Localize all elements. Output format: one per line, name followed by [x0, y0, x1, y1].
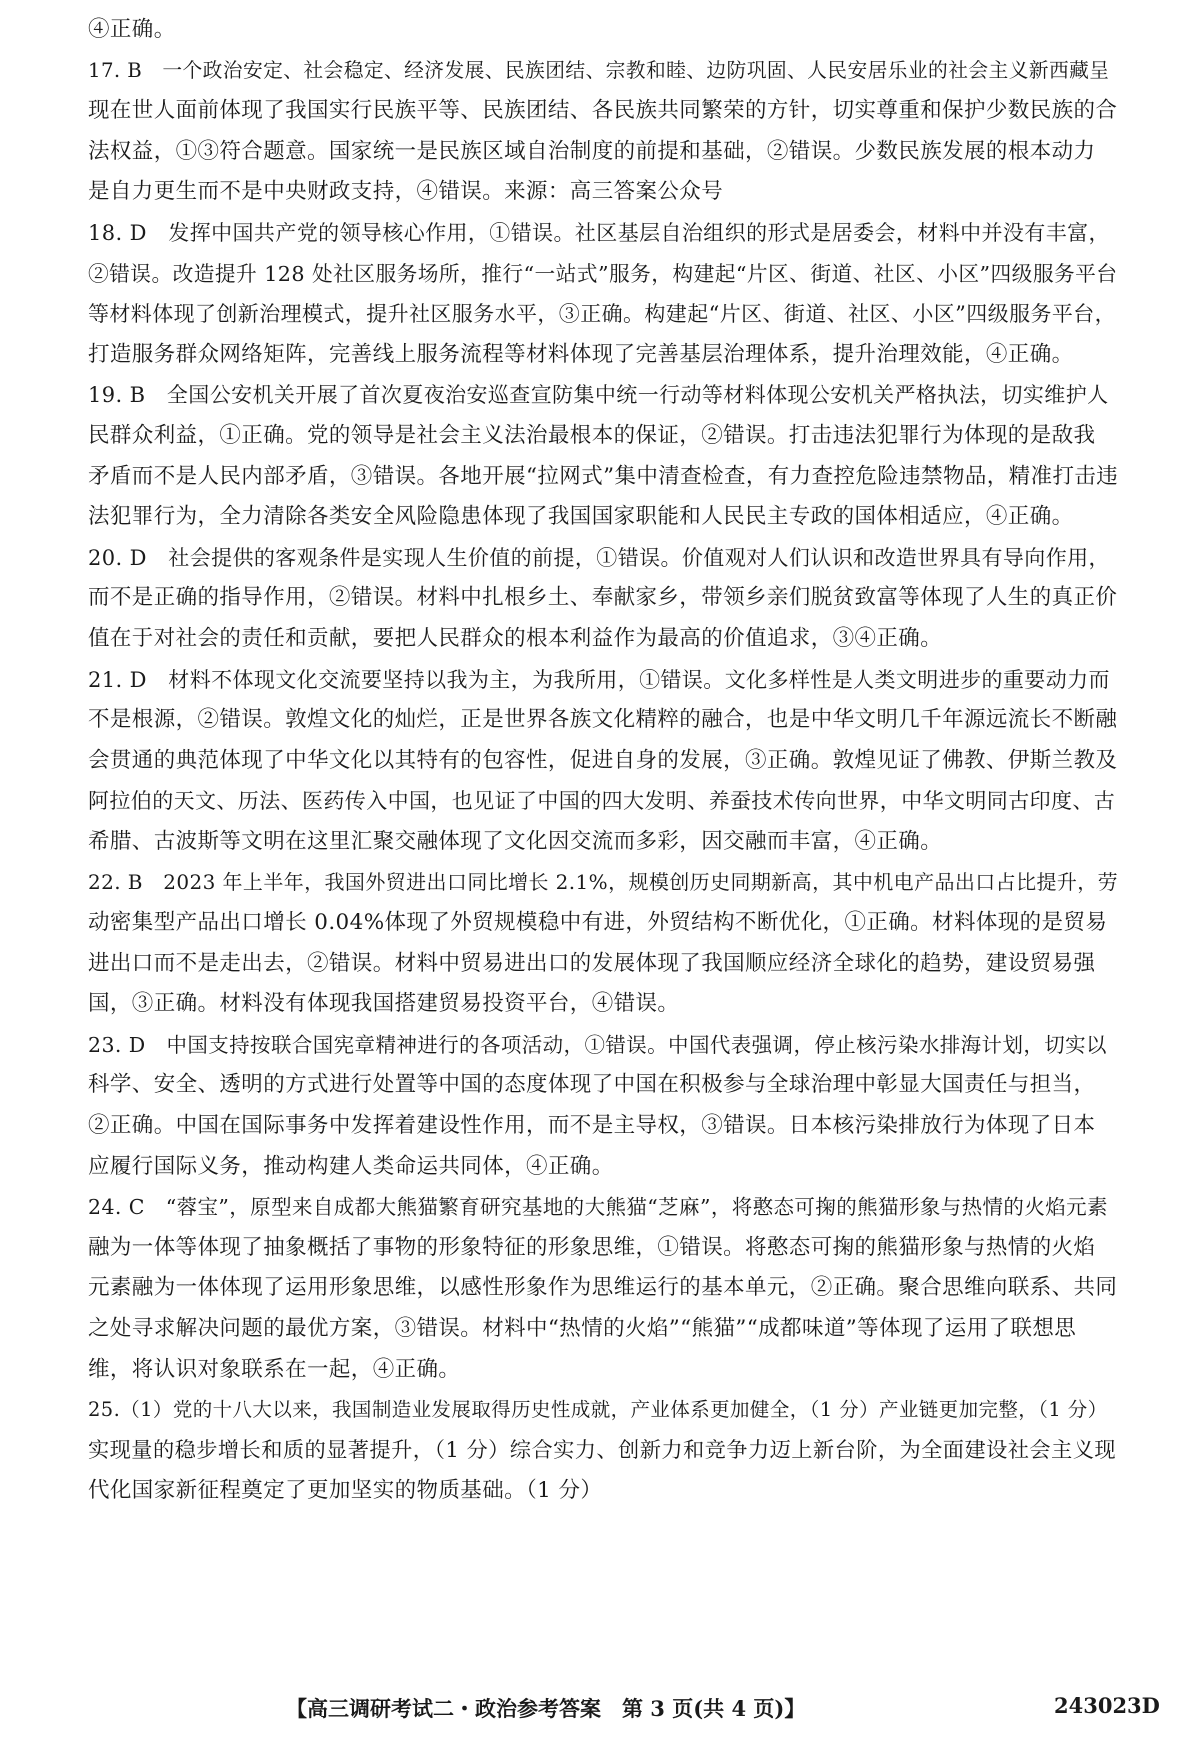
footer-code: 243023D: [1054, 1693, 1160, 1718]
text-line: 应履行国际义务，推动构建人类命运共同体，④正确。: [88, 1153, 614, 1179]
answer-body: [88, 10, 1118, 1512]
text-line: 等材料体现了创新治理模式，提升社区服务水平，③正确。构建起“片区、街道、社区、小区”四级服务平台，: [88, 302, 1117, 327]
text-line: 科学、安全、透明的方式进行处置等中国的态度体现了中国在积极参与全球治理中彰显大国责任与担当，: [88, 1072, 1096, 1098]
text-line: 代化国家新征程奠定了更加坚实的物质基础。（1 分）: [88, 1478, 603, 1504]
text-line: 不是根源，②错误。敦煌文化的灿烂，正是世界各族文化精粹的融合，也是中华文明几千年源远流长不断融: [88, 707, 1118, 733]
text-line: 24. C “蓉宝”，原型来自成都大熊猫繁育研究基地的大熊猫“芝麻”，将憨态可掬的熊猫形象与热情的火焰元素: [88, 1195, 1108, 1220]
text-line: 值在于对社会的责任和贡献，要把人民群众的根本利益作为最高的价值追求，③④正确。: [88, 625, 943, 651]
text-line: 国，③正确。材料没有体现我国搭建贸易投资平台，④错误。: [88, 991, 680, 1017]
text-line: 是自力更生而不是中央财政支持，④错误。来源：高三答案公众号: [88, 179, 724, 205]
text-line: 而不是正确的指导作用，②错误。材料中扎根乡土、奉献家乡，带领乡亲们脱贫致富等体现了人生的真正价: [88, 585, 1118, 611]
text-line: 矛盾而不是人民内部矛盾，③错误。各地开展“拉网式”集中清查检查，有力查控危险违禁物品，精准打击违: [88, 463, 1119, 489]
text-line: 现在世人面前体现了我国实行民族平等、民族团结、各民族共同繁荣的方针，切实尊重和保护少数民族的合: [88, 98, 1118, 124]
text-line: 23. D 中国支持按联合国宪章精神进行的各项活动，①错误。中国代表强调，停止核污染水排海计划，切实以: [88, 1032, 1107, 1057]
text-line: ②错误。改造提升 128 处社区服务场所，推行“一站式”服务，构建起“片区、街道、社区、小区”四级服务平台: [88, 261, 1118, 286]
text-line: 22. B 2023 年上半年，我国外贸进出口同比增长 2.1%，规模创历史同期新高，其中机电产品出口占比提升，劳: [88, 870, 1119, 895]
text-line: ④正确。: [88, 17, 176, 42]
text-line: 之处寻求解决问题的最优方案，③错误。材料中“热情的火焰”“熊猫”“成都味道”等体现了运用了联想思: [88, 1316, 1077, 1341]
text-line: ②正确。中国在国际事务中发挥着建设性作用，而不是主导权，③错误。日本核污染排放行为体现了日本: [88, 1113, 1096, 1139]
page-footer: [0, 1693, 1200, 1727]
text-line: 民群众利益，①正确。党的领导是社会主义法治最根本的保证，②错误。打击违法犯罪行为体现的是敌我: [88, 422, 1096, 448]
text-line: 元素融为一体体现了运用形象思维，以感性形象作为思维运行的基本单元，②正确。聚合思维向联系、共同: [88, 1275, 1118, 1301]
text-line: 融为一体等体现了抽象概括了事物的形象特征的形象思维，①错误。将憨态可掬的熊猫形象与热情的火焰: [88, 1234, 1096, 1260]
text-line: 25.（1）党的十八大以来，我国制造业发展取得历史性成就，产业体系更加健全，（1 分）产业链更加完整，（1 分）: [88, 1398, 1108, 1422]
text-line: 维，将认识对象联系在一起，④正确。: [88, 1356, 461, 1382]
text-line: 20. D 社会提供的客观条件是实现人生价值的前提，①错误。价值观对人们认识和改造世界具有导向作用，: [88, 545, 1110, 570]
text-line: 法犯罪行为，全力清除各类安全风险隐患体现了我国国家职能和人民民主专政的国体相适应，④正确。: [88, 504, 1074, 530]
text-line: 希腊、古波斯等文明在这里汇聚交融体现了文化因交流而多彩，因交融而丰富，④正确。: [88, 828, 943, 854]
text-line: 会贯通的典范体现了中华文化以其特有的包容性，促进自身的发展，③正确。敦煌见证了佛教、伊斯兰教及: [88, 747, 1118, 773]
text-line: 实现量的稳步增长和质的显著提升，（1 分）综合实力、创新力和竞争力迈上新台阶，为全面建设社会主义现: [88, 1437, 1116, 1463]
text-line: 法权益，①③符合题意。国家统一是民族区域自治制度的前提和基础，②错误。少数民族发展的根本动力: [88, 138, 1096, 164]
text-line: 动密集型产品出口增长 0.04%体现了外贸规模稳中有进，外贸结构不断优化，①正确。材料体现的是贸易: [88, 910, 1108, 936]
text-line: 进出口而不是走出去，②错误。材料中贸易进出口的发展体现了我国顺应经济全球化的趋势，建设贸易强: [88, 950, 1096, 976]
text-line: 打造服务群众网络矩阵，完善线上服务流程等材料体现了完善基层治理体系，提升治理效能，④正确。: [88, 341, 1074, 367]
text-line: 17. B 一个政治安定、社会稳定、经济发展、民族团结、宗教和睦、边防巩固、人民安居乐业的社会主义新西藏呈: [88, 58, 1110, 82]
text-line: 21. D 材料不体现文化交流要坚持以我为主，为我所用，①错误。文化多样性是人类文明进步的重要动力而: [88, 667, 1110, 692]
text-line: 18. D 发挥中国共产党的领导核心作用，①错误。社区基层自治组织的形式是居委会，材料中并没有丰富，: [88, 220, 1110, 245]
text-line: 19. B 全国公安机关开展了首次夏夜治安巡查宣防集中统一行动等材料体现公安机关严格执法，切实维护人: [88, 383, 1109, 408]
footer-title: 【高三调研考试二・政治参考答案 第 3 页(共 4 页)】: [286, 1696, 806, 1721]
text-line: 阿拉伯的天文、历法、医药传入中国，也见证了中国的四大发明、养蚕技术传向世界，中华文明同古印度、古: [88, 789, 1116, 814]
